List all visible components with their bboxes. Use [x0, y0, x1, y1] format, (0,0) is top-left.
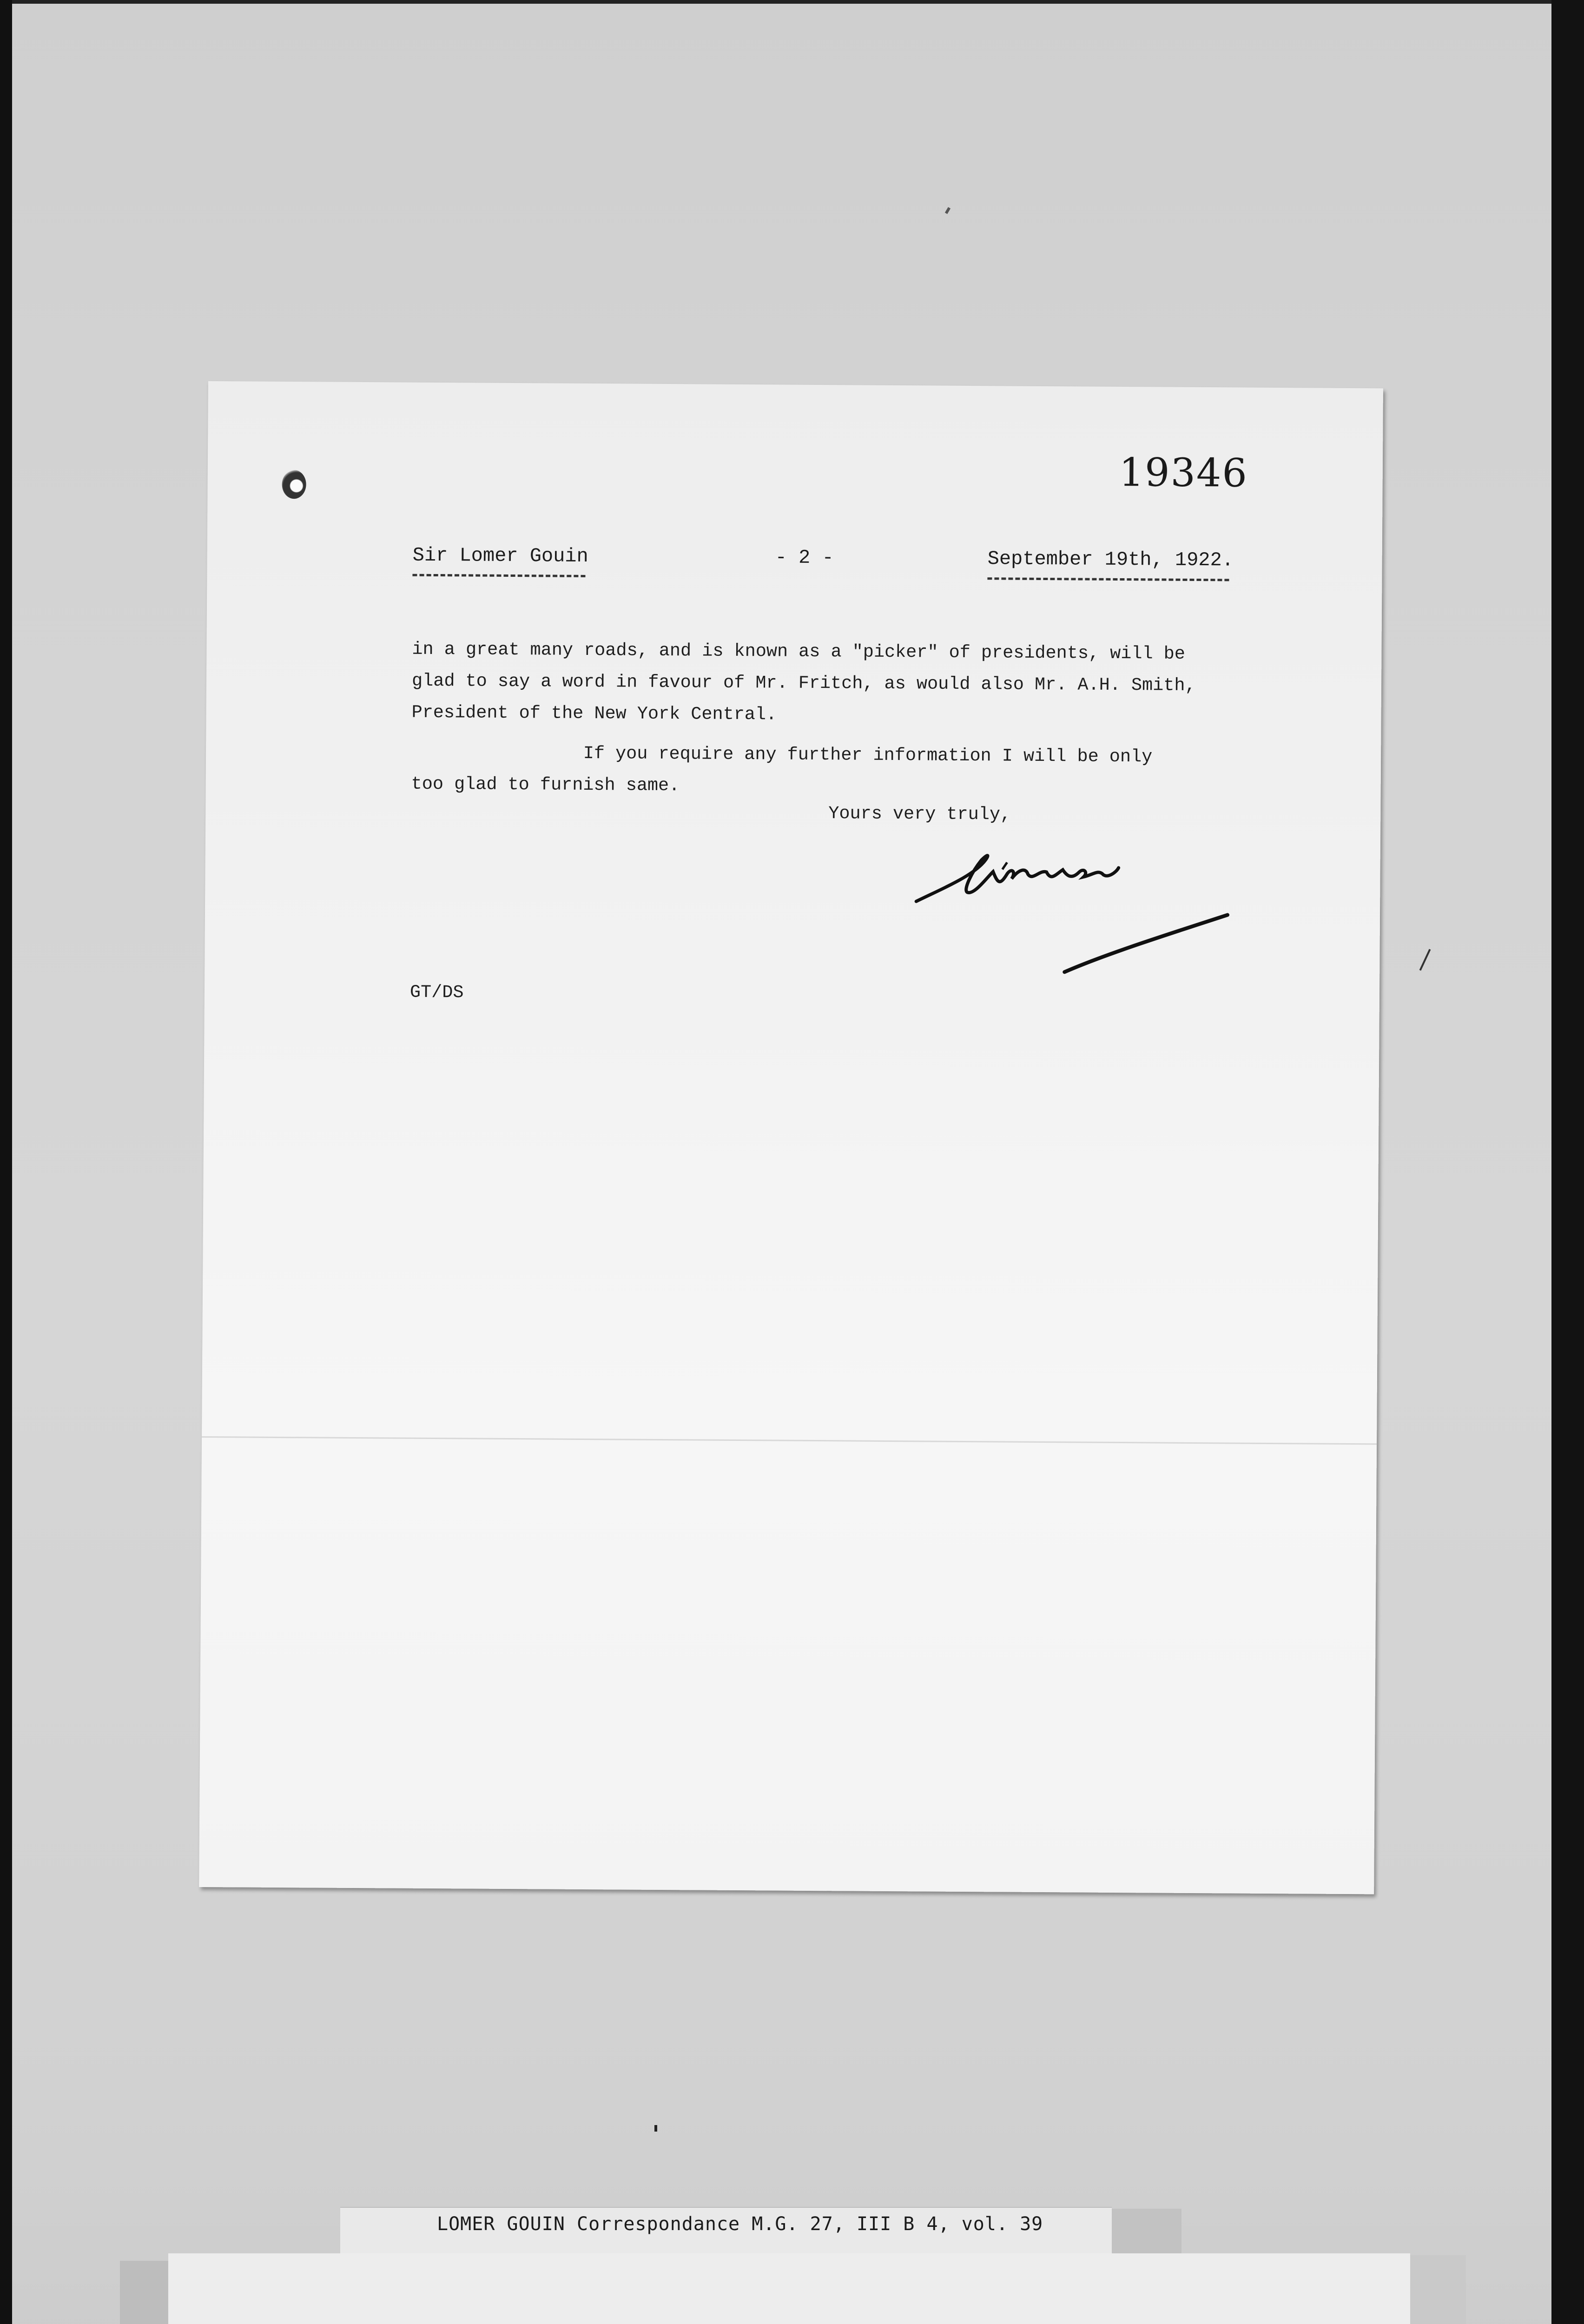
- label-tab-right: [1112, 2209, 1181, 2253]
- body-paragraph-2: [411, 737, 1258, 805]
- film-frame-left-edge: [0, 0, 12, 2324]
- card-shadow-right: [1410, 2255, 1466, 2324]
- body-line: too glad to furnish same.: [411, 773, 680, 796]
- film-scratch: [945, 207, 950, 214]
- typist-initials: GT/DS: [409, 982, 464, 1003]
- archive-reference-label: [340, 2207, 1112, 2254]
- letter-page: [199, 381, 1383, 1894]
- card-shadow-left: [120, 2261, 168, 2324]
- punch-hole: [282, 470, 306, 499]
- film-scratch: [1419, 949, 1431, 971]
- body-line: President of the New York Central.: [411, 702, 777, 725]
- page-fold-line: [202, 1436, 1377, 1445]
- body-line: glad to say a word in favour of Mr. Fritch, as would also Mr. A.H. Smith,: [411, 670, 1196, 696]
- letter-date: September 19th, 1922.: [987, 548, 1234, 572]
- archive-reference-text: LOMER GOUIN Correspondance M.G. 27, III B 4, vol. 39: [437, 2213, 1043, 2235]
- body-line: in a great many roads, and is known as a "picker" of presidents, will be: [412, 639, 1186, 664]
- date-underline: [987, 577, 1229, 581]
- document-number-stamp: 19346: [1119, 449, 1248, 496]
- handwritten-signature: [911, 845, 1265, 983]
- film-frame-top-edge: [0, 0, 1584, 4]
- addressee-underline: [412, 574, 585, 577]
- body-paragraph-1: [411, 634, 1258, 733]
- letter-heading: [412, 544, 1240, 591]
- film-scratch: [654, 2125, 657, 2132]
- film-frame-right-edge: [1551, 0, 1584, 2324]
- public-archives-card: [168, 2253, 1410, 2324]
- body-line: If you require any further information I will be only: [411, 742, 1153, 767]
- page-number: - 2 -: [775, 546, 834, 569]
- complimentary-close: Yours very truly,: [828, 803, 1011, 825]
- addressee-name: Sir Lomer Gouin: [412, 544, 588, 568]
